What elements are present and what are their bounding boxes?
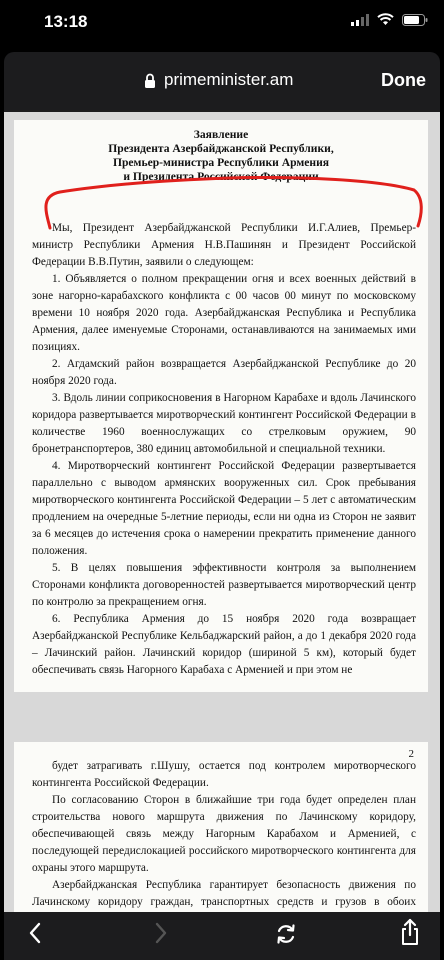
reload-icon[interactable] — [274, 922, 298, 946]
paragraph: Азербайджанская Республика гарантирует безопасность движения по Лачинскому коридору граждан, транспортных средств и грузов в обоих — [32, 879, 416, 908]
document-page-2 — [14, 742, 428, 912]
document-title — [14, 128, 428, 184]
paragraph: По согласованию Сторон в ближайшие три года будет определен план строительства нового маршрута движения по Лачинскому коридору, обеспечивающей связь между Нагорным Карабахом и Арменией, с последующей передислокацией российского миротворческого контингента для охраны этого маршрута. — [32, 794, 416, 874]
document-viewer[interactable] — [4, 112, 440, 912]
status-icons — [351, 14, 428, 26]
document-body — [32, 220, 416, 679]
url-display[interactable] — [144, 70, 293, 90]
title-line: и Президента Российской Федерации — [123, 170, 319, 183]
paragraph: 6. Республика Армения до 15 ноября 2020 года возвращает Азербайджанской Республике Кельбаджарский район, а до 1 декабря 2020 года – Лачинский район. Лачинский коридор (шириной 5 км), который будет обеспечивать связь Нагорного Карабаха с Арменией и при этом не — [32, 613, 416, 676]
document-body-page-2 — [32, 758, 416, 928]
browser-sheet — [4, 52, 440, 960]
status-bar — [0, 0, 444, 46]
title-line: Заявление — [193, 128, 249, 141]
document-page-1 — [14, 120, 428, 692]
paragraph: 5. В целях повышения эффективности контроля за выполнением Сторонами конфликта договоренностей развертывается миротворческий центр по контролю за прекращением огня. — [32, 562, 416, 608]
paragraph: 3. Вдоль линии соприкосновения в Нагорном Карабахе и вдоль Лачинского коридора развертывается миротворческий контингент Российской Федерации в количестве 1960 военнослужащих со стрелковым оружием, 90 бронетранспортеров, 380 единиц автомобильной и специальной техники. — [32, 392, 416, 455]
title-line: Президента Азербайджанской Республики, — [108, 142, 334, 155]
wifi-icon — [377, 14, 394, 26]
lock-icon — [144, 73, 156, 88]
battery-icon — [402, 14, 428, 26]
paragraph: будет затрагивать г.Шушу, остается под контролем миротворческого контингента Российской Федерации. — [32, 760, 416, 789]
paragraph: 4. Миротворческий контингент Российской Федерации развертывается параллельно с выводом армянских вооруженных сил. Срок пребывания миротворческого контингента Российской Федерации – 5 лет с автоматическим продлением на очередные 5-летние периоды, если ни одна из Сторон не заявит за 6 месяцев до истечения срока о намерении прекратить применение данного положения. — [32, 460, 416, 557]
url-text: primeminister.am — [164, 70, 294, 89]
title-line: Премьер-министра Республики Армения — [112, 156, 330, 169]
cellular-signal-icon — [351, 14, 369, 26]
browser-toolbar — [4, 912, 440, 960]
status-time: 13:18 — [44, 12, 88, 31]
share-icon[interactable] — [400, 918, 420, 946]
paragraph: 1. Объявляется о полном прекращении огня и всех военных действий в зоне нагорно-карабахского конфликта с 00 часов 00 минут по московскому времени 10 ноября 2020 года. Азербайджанская Республика и Республика Армения, далее именуемые Сторонами, останавливаются на занимаемых ими позициях. — [32, 273, 416, 353]
chevron-left-icon[interactable] — [28, 922, 42, 944]
paragraph: 2. Агдамский район возвращается Азербайджанской Республике до 20 ноября 2020 года. — [32, 358, 416, 387]
chevron-right-icon[interactable] — [154, 922, 168, 944]
browser-nav-bar — [4, 52, 440, 112]
page-number: 2 — [408, 748, 414, 760]
done-button[interactable]: Done — [381, 70, 426, 90]
paragraph: Мы, Президент Азербайджанской Республики И.Г.Алиев, Премьер-министр Республики Армения Н.В.Пашинян и Президент Российской Федерации В.В.Путин, заявили о следующем: — [32, 222, 416, 268]
